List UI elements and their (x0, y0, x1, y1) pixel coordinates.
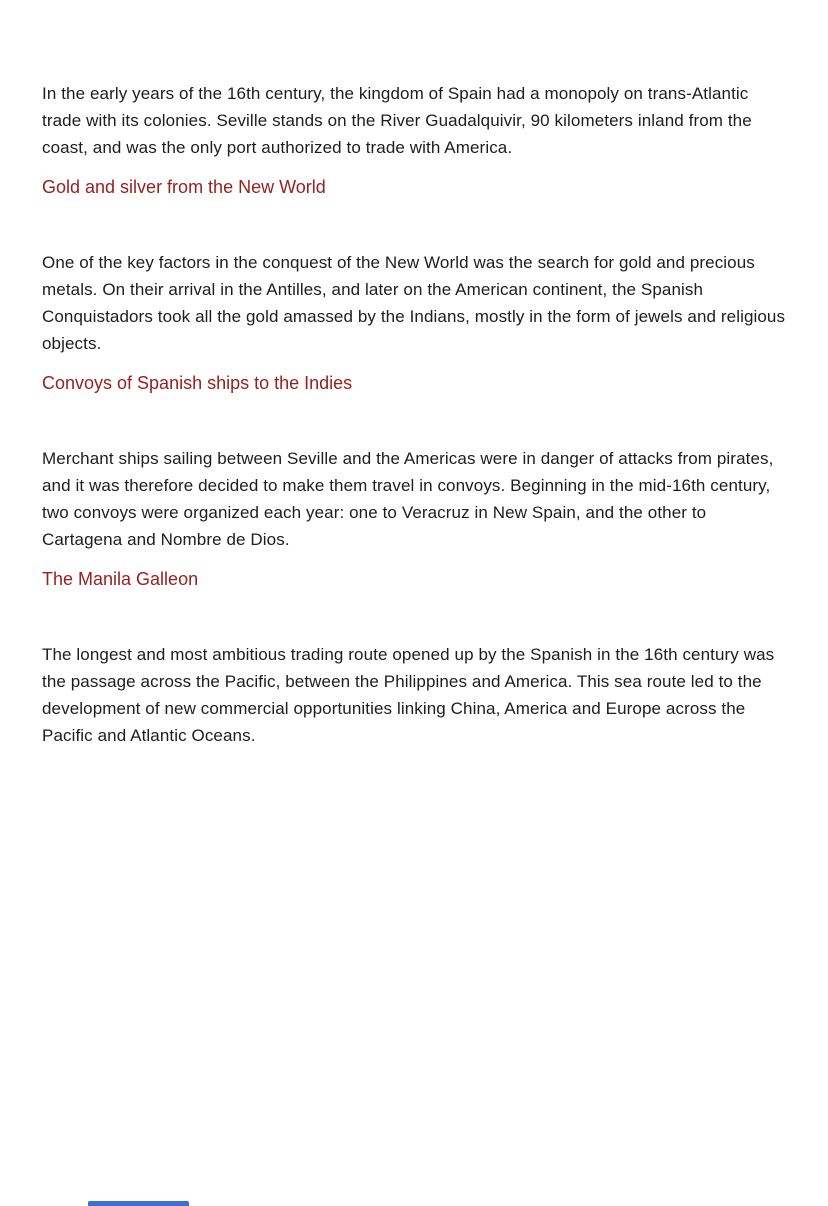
section-heading-gold-and-silver: Gold and silver from the New World (42, 177, 326, 197)
section-heading-manila-galleon: The Manila Galleon (42, 569, 199, 589)
section-heading-convoys: Convoys of Spanish ships to the Indies (42, 373, 353, 393)
article-paragraph-convoys: Merchant ships sailing between Seville and the Americas were in danger of attacks from pirates, and it was therefore decided to make them travel in convoys. Beginning in the mid-16th century, two convoys were organized each year: one to Veracruz in New Spain, and the other to Cartagena and Nombre de Dios. (42, 449, 774, 549)
article-paragraph-intro: In the early years of the 16th century, the kingdom of Spain had a monopoly on trans-Atlantic trade with its colonies. Seville stands on the River Guadalquivir, 90 kilometers inland from the coast, and was the only port authorized to trade with America. (42, 84, 752, 157)
partially-visible-blue-button[interactable] (88, 1201, 189, 1206)
article-paragraph-manila-galleon: The longest and most ambitious trading route opened up by the Spanish in the 16th century was the passage across the Pacific, between the Philippines and America. This sea route led to the development of new commercial opportunities linking China, America and Europe across the Pacific and Atlantic Oceans. (42, 645, 775, 745)
article-paragraph-gold-and-silver: One of the key factors in the conquest of the New World was the search for gold and precious metals. On their arrival in the Antilles, and later on the American continent, the Spanish Conquistadors took all the gold amassed by the Indians, mostly in the form of jewels and religious objects. (42, 253, 786, 353)
